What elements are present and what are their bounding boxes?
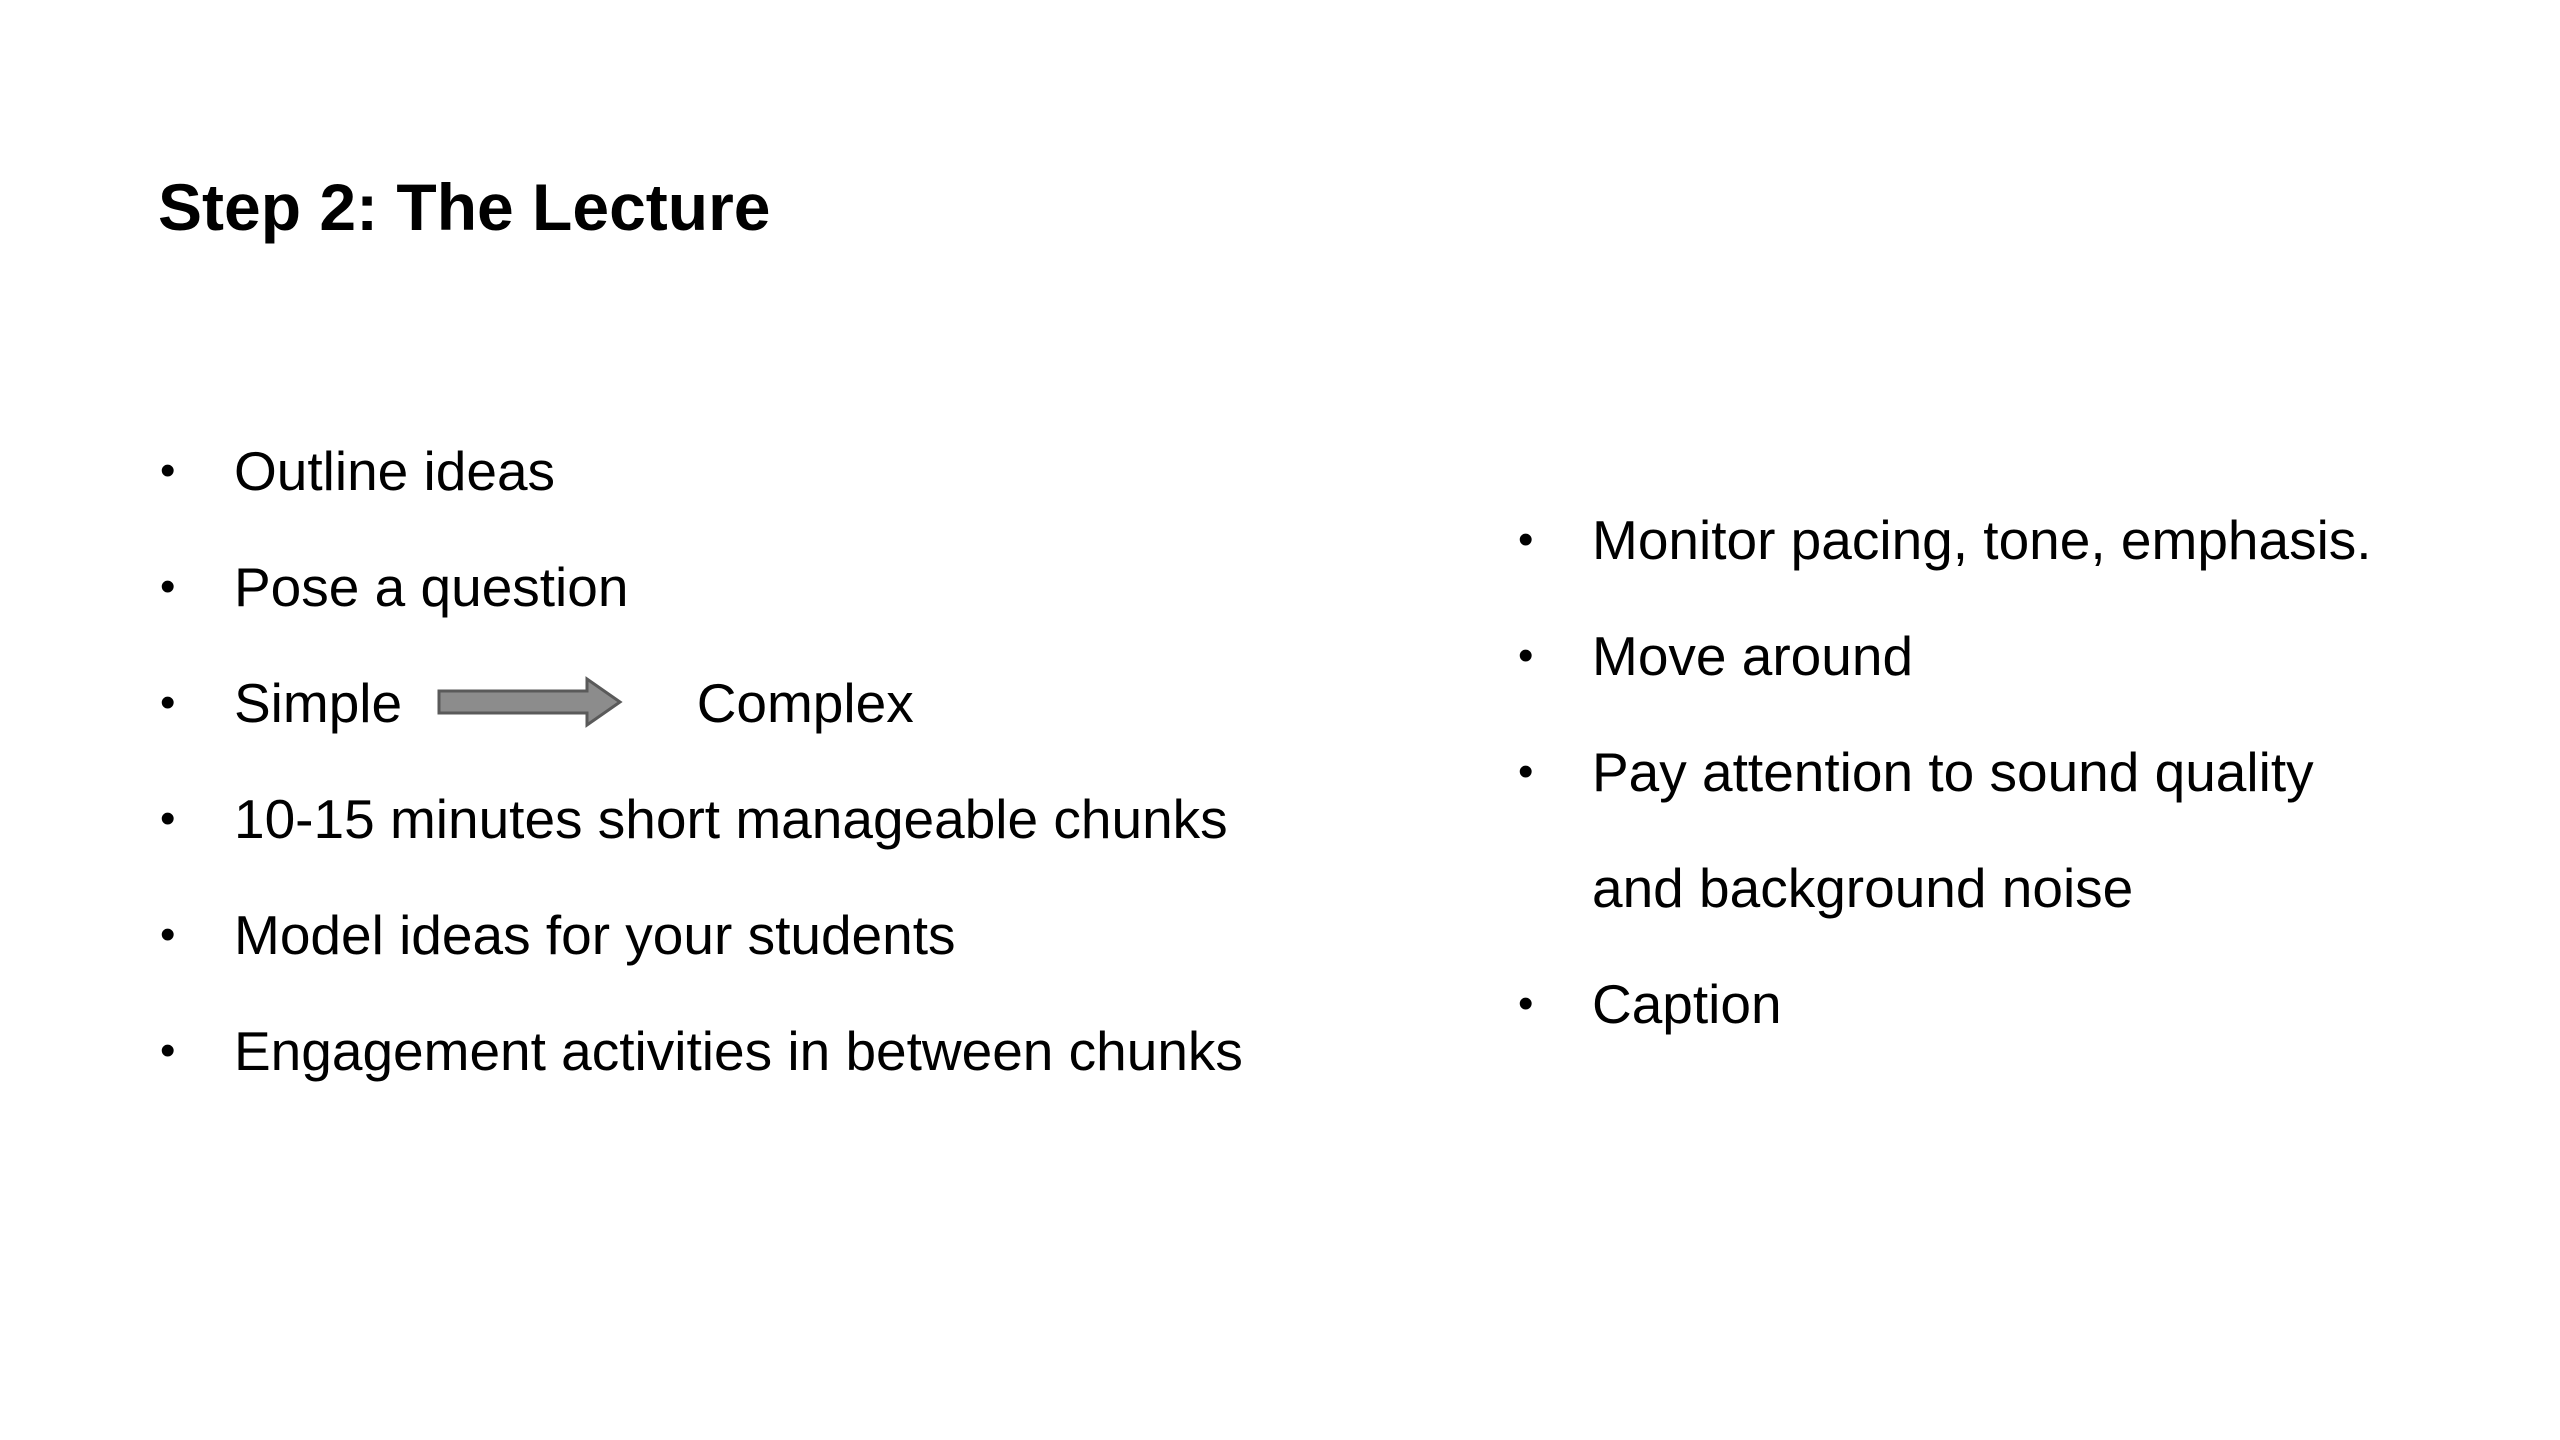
bullet-icon: • [160, 678, 176, 727]
list-item-text: Monitor pacing, tone, emphasis. [1592, 509, 2372, 571]
bullet-icon: • [160, 910, 176, 959]
left-bullet-list [160, 413, 1243, 1109]
list-item [1518, 714, 2372, 830]
list-item-text: Pay attention to sound quality [1592, 741, 2314, 803]
bullet-icon: • [1518, 747, 1534, 796]
right-arrow-icon [437, 676, 623, 728]
list-item-text: Engagement activities in between chunks [234, 1020, 1243, 1082]
list-item [160, 645, 1243, 761]
right-bullet-list [1518, 482, 2372, 1062]
list-item [1518, 946, 2372, 1062]
list-item [160, 877, 1243, 993]
slide-title: Step 2: The Lecture [158, 170, 771, 244]
list-item-continuation [1518, 830, 2372, 946]
simple-label: Simple [234, 672, 403, 734]
list-item [160, 993, 1243, 1109]
list-item-text: Move around [1592, 625, 1914, 687]
list-item-text: Model ideas for your students [234, 904, 956, 966]
bullet-icon: • [160, 446, 176, 495]
list-item [160, 413, 1243, 529]
bullet-icon: • [160, 562, 176, 611]
list-item-text: Pose a question [234, 556, 629, 618]
list-item [160, 761, 1243, 877]
bullet-icon: • [160, 1026, 176, 1075]
bullet-icon: • [1518, 631, 1534, 680]
list-item-text: and background noise [1592, 857, 2134, 919]
complex-label: Complex [696, 672, 914, 734]
bullet-icon: • [160, 794, 176, 843]
list-item [1518, 482, 2372, 598]
list-item-text: 10-15 minutes short manageable chunks [234, 788, 1228, 850]
list-item-text: Outline ideas [234, 440, 556, 502]
list-item [160, 529, 1243, 645]
list-item [1518, 598, 2372, 714]
bullet-icon: • [1518, 515, 1534, 564]
bullet-icon: • [1518, 979, 1534, 1028]
list-item-text: Caption [1592, 973, 1782, 1035]
